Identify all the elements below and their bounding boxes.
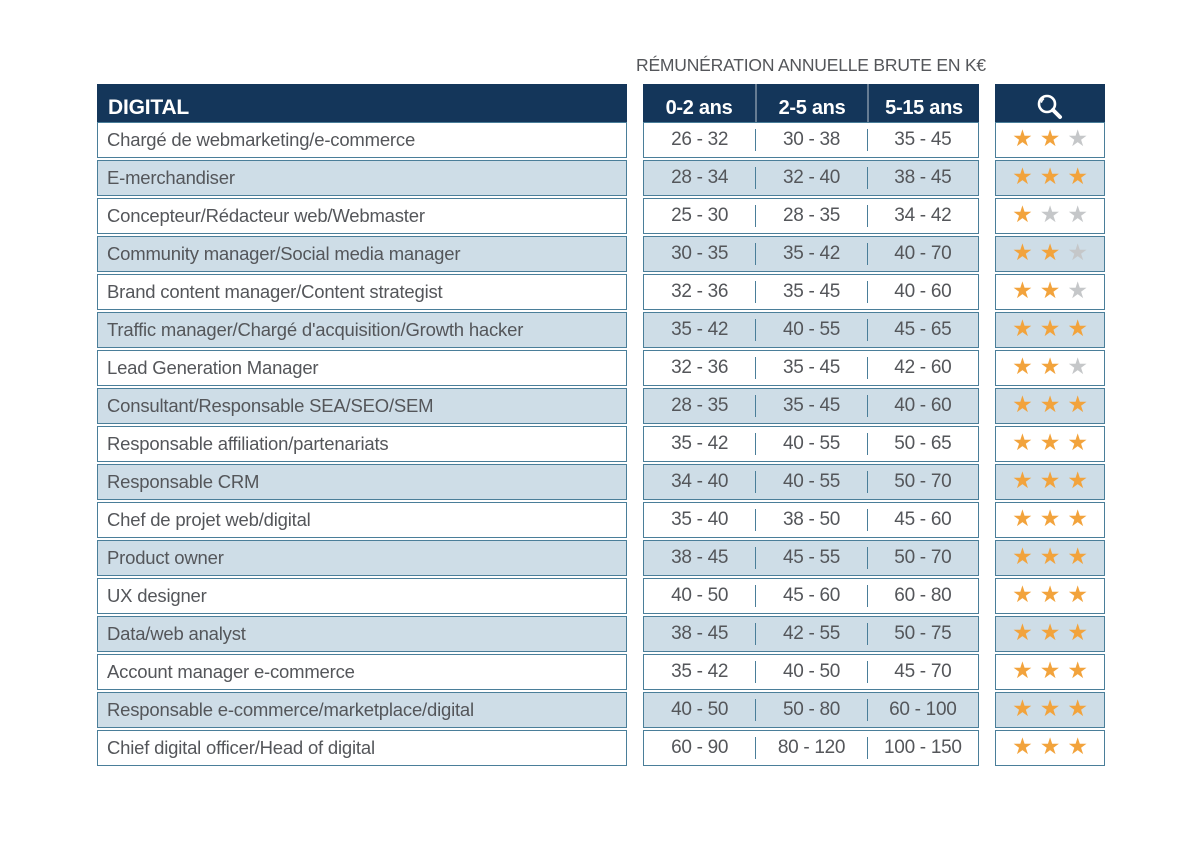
- star-icon: ★: [1067, 391, 1088, 417]
- rating-cell: [995, 426, 1105, 462]
- star-icon: ★: [1039, 467, 1061, 493]
- salary-cell-2-5: 50 - 80: [755, 699, 866, 721]
- salary-cell-5-15: 45 - 70: [867, 661, 978, 683]
- star-icon: ★: [1039, 125, 1061, 151]
- star-icon: ★: [1067, 657, 1088, 683]
- star-icon: ★: [1012, 429, 1033, 455]
- salary-cell-0-2: 32 - 36: [671, 357, 729, 378]
- star-icon: ★: [1012, 619, 1033, 645]
- star-icon: ★: [1039, 429, 1061, 455]
- rating-cell: [995, 540, 1105, 576]
- salary-cell-0-2: 38 - 45: [671, 547, 729, 568]
- salary-cell-0-2: 28 - 35: [671, 395, 729, 416]
- salary-range-group: [643, 464, 979, 500]
- job-title-cell: Account manager e-commerce: [97, 654, 627, 690]
- star-icon: ★: [1039, 619, 1061, 645]
- salary-cell-2-5: 35 - 45: [755, 395, 866, 417]
- star-icon: ★: [1012, 239, 1033, 265]
- salary-cell-0-2: 32 - 36: [671, 281, 729, 302]
- salary-cell-5-15: 60 - 100: [867, 699, 978, 721]
- category-header: DIGITAL: [97, 84, 627, 132]
- job-title-cell: Traffic manager/Chargé d'acquisition/Growth hacker: [97, 312, 627, 348]
- salary-cell-0-2: 26 - 32: [671, 129, 729, 150]
- salary-cell-2-5: 35 - 45: [755, 281, 866, 303]
- star-icon: ★: [1067, 733, 1088, 759]
- job-title-cell: Data/web analyst: [97, 616, 627, 652]
- salary-cell-5-15: 34 - 42: [867, 205, 978, 227]
- salary-cell-5-15: 38 - 45: [867, 167, 978, 189]
- rating-cell: [995, 388, 1105, 424]
- job-title-cell: Chargé de webmarketing/e-commerce: [97, 122, 627, 158]
- salary-range-group: [643, 350, 979, 386]
- salary-cell-0-2: 35 - 40: [671, 509, 729, 530]
- salary-cell-2-5: 45 - 60: [755, 585, 866, 607]
- star-icon: ★: [1067, 695, 1088, 721]
- salary-cell-0-2: 34 - 40: [671, 471, 729, 492]
- star-icon: ★: [1012, 353, 1033, 379]
- salary-cell-0-2: 25 - 30: [671, 205, 729, 226]
- star-icon: ★: [1067, 277, 1088, 303]
- star-icon: ★: [1012, 125, 1033, 151]
- star-icon: ★: [1039, 581, 1061, 607]
- star-icon: ★: [1067, 201, 1088, 227]
- salary-cell-0-2: 60 - 90: [671, 737, 729, 758]
- salary-cell-2-5: 38 - 50: [755, 509, 866, 531]
- rating-cell: [995, 502, 1105, 538]
- star-icon: ★: [1012, 163, 1033, 189]
- rating-cell: [995, 236, 1105, 272]
- salary-table: [97, 46, 1105, 766]
- salary-cell-0-2: 35 - 42: [671, 433, 729, 454]
- rating-cell: [995, 122, 1105, 158]
- star-icon: ★: [1012, 657, 1033, 683]
- star-icon: ★: [1067, 239, 1088, 265]
- star-icon: ★: [1012, 277, 1033, 303]
- rating-cell: [995, 274, 1105, 310]
- salary-range-group: [643, 198, 979, 234]
- magnifier-icon: [1033, 92, 1067, 124]
- job-title-cell: Community manager/Social media manager: [97, 236, 627, 272]
- salary-cell-5-15: 40 - 60: [867, 395, 978, 417]
- salary-cell-2-5: 80 - 120: [755, 737, 866, 759]
- salary-range-group: [643, 654, 979, 690]
- rating-cell: [995, 692, 1105, 728]
- salary-cell-5-15: 40 - 60: [867, 281, 978, 303]
- salary-range-group: [643, 540, 979, 576]
- star-icon: ★: [1012, 733, 1033, 759]
- star-icon: ★: [1012, 543, 1033, 569]
- star-icon: ★: [1067, 163, 1088, 189]
- salary-cell-0-2: 40 - 50: [671, 699, 729, 720]
- star-icon: ★: [1067, 467, 1088, 493]
- job-title-cell: Product owner: [97, 540, 627, 576]
- experience-header-2-5: 2-5 ans: [755, 84, 867, 132]
- salary-range-group: [643, 312, 979, 348]
- rating-cell: [995, 730, 1105, 766]
- salary-cell-5-15: 35 - 45: [867, 129, 978, 151]
- star-icon: ★: [1012, 467, 1033, 493]
- salary-range-group: [643, 426, 979, 462]
- star-icon: ★: [1067, 125, 1088, 151]
- job-title-cell: Concepteur/Rédacteur web/Webmaster: [97, 198, 627, 234]
- salary-range-group: [643, 616, 979, 652]
- job-title-cell: UX designer: [97, 578, 627, 614]
- star-icon: ★: [1012, 201, 1033, 227]
- job-title-cell: Chief digital officer/Head of digital: [97, 730, 627, 766]
- job-title-cell: Chef de projet web/digital: [97, 502, 627, 538]
- star-icon: ★: [1012, 581, 1033, 607]
- star-icon: ★: [1012, 391, 1033, 417]
- salary-range-group: [643, 578, 979, 614]
- star-icon: ★: [1067, 315, 1088, 341]
- salary-range-group: [643, 502, 979, 538]
- star-icon: ★: [1012, 505, 1033, 531]
- salary-cell-2-5: 40 - 55: [755, 471, 866, 493]
- salary-cell-5-15: 100 - 150: [867, 737, 978, 759]
- rating-cell: [995, 464, 1105, 500]
- salary-cell-5-15: 50 - 70: [867, 471, 978, 493]
- salary-cell-5-15: 50 - 75: [867, 623, 978, 645]
- star-icon: ★: [1067, 543, 1088, 569]
- star-icon: ★: [1012, 315, 1033, 341]
- salary-cell-0-2: 28 - 34: [671, 167, 729, 188]
- salary-range-group: [643, 388, 979, 424]
- star-icon: ★: [1039, 657, 1061, 683]
- salary-range-group: [643, 730, 979, 766]
- salary-cell-0-2: 30 - 35: [671, 243, 729, 264]
- rating-cell: [995, 578, 1105, 614]
- salary-cell-2-5: 42 - 55: [755, 623, 866, 645]
- salary-cell-5-15: 50 - 70: [867, 547, 978, 569]
- star-icon: ★: [1039, 201, 1061, 227]
- star-icon: ★: [1039, 353, 1061, 379]
- salary-cell-0-2: 35 - 42: [671, 661, 729, 682]
- rating-cell: [995, 312, 1105, 348]
- salary-cell-5-15: 42 - 60: [867, 357, 978, 379]
- salary-range-group: [643, 160, 979, 196]
- job-title-cell: Responsable affiliation/partenariats: [97, 426, 627, 462]
- star-icon: ★: [1067, 505, 1088, 531]
- salary-cell-2-5: 40 - 55: [755, 319, 866, 341]
- salary-cell-2-5: 35 - 45: [755, 357, 866, 379]
- rating-cell: [995, 160, 1105, 196]
- salary-cell-2-5: 40 - 50: [755, 661, 866, 683]
- salary-cell-5-15: 45 - 65: [867, 319, 978, 341]
- salary-cell-2-5: 32 - 40: [755, 167, 866, 189]
- star-icon: ★: [1012, 695, 1033, 721]
- salary-range-group: [643, 692, 979, 728]
- salary-cell-2-5: 45 - 55: [755, 547, 866, 569]
- salary-range-group: [643, 122, 979, 158]
- salary-cell-5-15: 40 - 70: [867, 243, 978, 265]
- star-icon: ★: [1039, 239, 1061, 265]
- star-icon: ★: [1039, 505, 1061, 531]
- experience-header-5-15: 5-15 ans: [867, 84, 979, 132]
- salary-cell-2-5: 30 - 38: [755, 129, 866, 151]
- star-icon: ★: [1039, 695, 1061, 721]
- salary-cell-0-2: 40 - 50: [671, 585, 729, 606]
- salary-range-group: [643, 274, 979, 310]
- rating-cell: [995, 654, 1105, 690]
- star-icon: ★: [1039, 391, 1061, 417]
- job-title-cell: Responsable CRM: [97, 464, 627, 500]
- table-title: RÉMUNÉRATION ANNUELLE BRUTE EN K€: [636, 55, 986, 75]
- salary-cell-0-2: 35 - 42: [671, 319, 729, 340]
- job-title-cell: Consultant/Responsable SEA/SEO/SEM: [97, 388, 627, 424]
- salary-cell-2-5: 28 - 35: [755, 205, 866, 227]
- salary-cell-5-15: 50 - 65: [867, 433, 978, 455]
- star-icon: ★: [1039, 543, 1061, 569]
- star-icon: ★: [1039, 733, 1061, 759]
- salary-cell-5-15: 45 - 60: [867, 509, 978, 531]
- job-title-cell: Brand content manager/Content strategist: [97, 274, 627, 310]
- salary-cell-2-5: 40 - 55: [755, 433, 866, 455]
- rating-cell: [995, 616, 1105, 652]
- star-icon: ★: [1039, 315, 1061, 341]
- job-title-cell: E-merchandiser: [97, 160, 627, 196]
- experience-header-0-2: 0-2 ans: [665, 96, 733, 119]
- salary-cell-0-2: 38 - 45: [671, 623, 729, 644]
- star-icon: ★: [1039, 277, 1061, 303]
- star-icon: ★: [1039, 163, 1061, 189]
- star-icon: ★: [1067, 353, 1088, 379]
- star-icon: ★: [1067, 581, 1088, 607]
- salary-cell-2-5: 35 - 42: [755, 243, 866, 265]
- rating-cell: [995, 350, 1105, 386]
- star-icon: ★: [1067, 619, 1088, 645]
- salary-cell-5-15: 60 - 80: [867, 585, 978, 607]
- job-title-cell: Lead Generation Manager: [97, 350, 627, 386]
- salary-range-group: [643, 236, 979, 272]
- job-title-cell: Responsable e-commerce/marketplace/digital: [97, 692, 627, 728]
- rating-cell: [995, 198, 1105, 234]
- star-icon: ★: [1067, 429, 1088, 455]
